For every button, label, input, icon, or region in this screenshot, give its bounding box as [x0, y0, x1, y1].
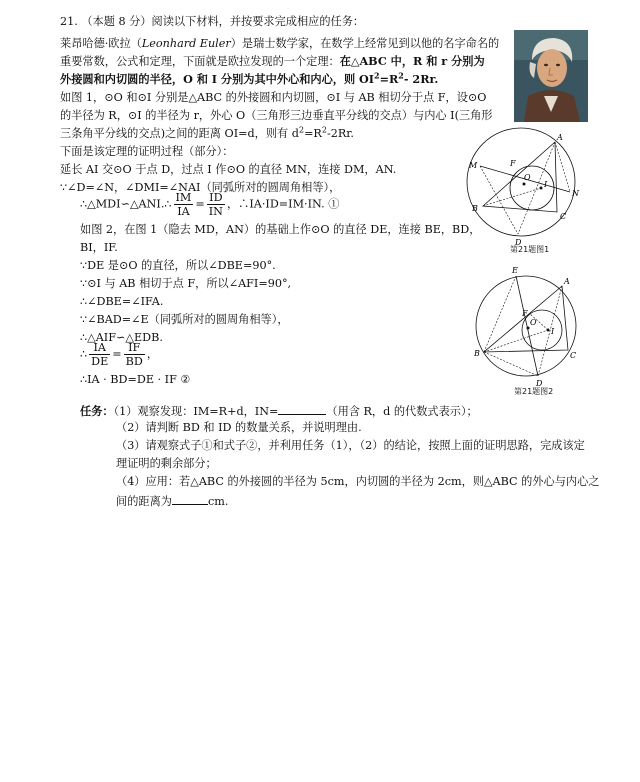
answer-blank-4[interactable]: [172, 494, 208, 505]
label-i: I: [551, 327, 555, 336]
fraction-id-in: $\frac{ID}{IN}$: [208, 191, 223, 219]
problem-header: [60, 16, 364, 27]
problem-score: （本题 8 分）: [81, 15, 152, 28]
label-b: B: [472, 204, 478, 213]
material-line-2: 重要常数，公式和定理，下面就是欧拉发现的一个定理：在△ABC 中，R 和 r 分别为: [60, 54, 485, 68]
tasks-label: 任务：: [80, 404, 114, 418]
figure-2-diagram: [466, 264, 592, 388]
figure-1-caption: 第21题图1: [510, 245, 550, 254]
line-bi: [484, 330, 548, 352]
proof-line-5: BI，IF.: [80, 241, 118, 254]
figure-2-caption: 第21题图2: [514, 387, 554, 396]
label-b: B: [474, 349, 480, 358]
circumcircle-o: [476, 276, 576, 376]
problem-number: 21.: [60, 15, 78, 28]
proof-line-8: ∴∠DBE=∠IFA.: [80, 295, 164, 308]
proof-line-9: ∵∠BAD=∠E（同弧所对的圆周角相等），: [80, 313, 289, 326]
point-o: [523, 183, 526, 186]
figure-1-diagram: [458, 124, 588, 248]
proof-line-11: ∴ $\frac{IA}{DE}$ = $\frac{IF}{BD}$ ，: [80, 341, 159, 369]
material-line-6: 三条角平分线的交点)之间的距离 OI=d，则有 $d^2=R^2-2Rr$.: [60, 125, 354, 140]
proof-line-7: ∵⊙I 与 AB 相切于点 F，所以∠AFI=90°,: [80, 277, 292, 290]
material-line-1: 莱昂哈德·欧拉（Leonhard Euler）是瑞士数学家，在数学上经常见到以他的名字命名的: [60, 37, 500, 50]
circumcircle-o: [467, 128, 575, 236]
point-i: [540, 187, 543, 190]
task-2: （2）请判断 BD 和 ID 的数量关系，并说明理由.: [116, 421, 362, 434]
material-line-5: 的半径为 R，⊙I 的半径为 r，外心 O（三角形三边垂直平分线的交点）与内心 I(三角形: [60, 109, 493, 122]
label-o: O: [530, 318, 537, 327]
proof-line-1: 延长 AI 交⊙O 于点 D，过点 I 作⊙O 的直径 MN，连接 DM，AN.: [60, 163, 397, 176]
label-a: A: [557, 133, 563, 142]
fraction-im-ia: $\frac{IM}{IA}$: [175, 191, 192, 219]
proof-line-2: ∵∠D=∠N，∠DMI=∠NAI（同弧所对的圆周角相等），: [60, 181, 341, 194]
line-bd: [484, 352, 538, 376]
incircle-i: [510, 166, 554, 210]
euler-portrait-icon: [514, 30, 588, 122]
label-e: E: [512, 266, 518, 275]
proof-line-3: ∴△MDI∽△ANI.∴ $\frac{IM}{IA}$ = $\frac{ID}{IN}$ ，∴IA·ID=IM·IN. ①: [80, 191, 340, 219]
fraction-if-bd: $\frac{IF}{BD}$: [125, 341, 143, 369]
line-an: [555, 142, 570, 192]
line-be: [484, 276, 516, 352]
triangle-abc: [483, 142, 557, 212]
label-o: O: [524, 173, 531, 182]
label-a: A: [564, 277, 570, 286]
label-d: D: [515, 238, 522, 247]
proof-line-12: ∴IA · BD=DE · IF ②: [80, 373, 191, 386]
task-1: 任务：（1）观察发现：IM=R+d，IN= （用含 R，d 的代数式表示）；: [80, 404, 478, 418]
proof-line-10: ∴△AIF∽△EDB.: [80, 331, 163, 344]
proof-line-4: 如图 2，在图 1（隐去 MD，AN）的基础上作⊙O 的直径 DE，连接 BE，BD，: [80, 223, 481, 236]
theorem-statement-2: 外接圆和内切圆的半径，O 和 I 分别为其中外心和内心，则 $OI^2=R^2-$ 2Rr.: [60, 70, 439, 86]
proof-intro: 下面是该定理的证明过程（部分）：: [60, 145, 234, 158]
answer-blank-1[interactable]: [278, 404, 326, 415]
line-ad: [538, 286, 562, 376]
task-3-line-1: （3）请观察式子①和式子②，并利用任务（1），（2）的结论，按照上面的证明思路，完成该定: [116, 439, 585, 452]
label-f: F: [522, 309, 528, 318]
proof-line-6: ∵DE 是⊙O 的直径，所以∠DBE=90°.: [80, 259, 276, 272]
line-ad: [518, 142, 555, 234]
label-i: I: [544, 180, 548, 189]
label-c: C: [560, 212, 567, 221]
material-line-4: 如图 1，⊙O 和⊙I 分别是△ABC 的外接圆和内切圆，⊙I 与 AB 相切分于点 F，设⊙O: [60, 91, 487, 104]
fraction-ia-de: $\frac{IA}{DE}$: [91, 341, 109, 369]
task-3-line-2: 理证明的剩余部分；: [116, 457, 217, 470]
label-m: M: [469, 161, 478, 170]
label-n: N: [572, 189, 579, 198]
theorem-statement-1: 在△ABC 中，R 和 r 分别为: [339, 54, 485, 68]
line-dm: [480, 166, 518, 234]
label-d: D: [536, 379, 543, 388]
label-f: F: [510, 159, 516, 168]
task-4-line-2: 间的距离为 cm.: [116, 495, 229, 508]
problem-instruction: 阅读以下材料，并按要求完成相应的任务：: [151, 15, 365, 28]
task-4-line-1: （4）应用：若△ABC 的外接圆的半径为 5cm，内切圆的半径为 2cm，则△ABC 的外心与内心之: [116, 475, 600, 488]
euler-name: Leonhard Euler: [141, 37, 231, 50]
label-c: C: [570, 351, 577, 360]
point-i: [547, 329, 550, 332]
